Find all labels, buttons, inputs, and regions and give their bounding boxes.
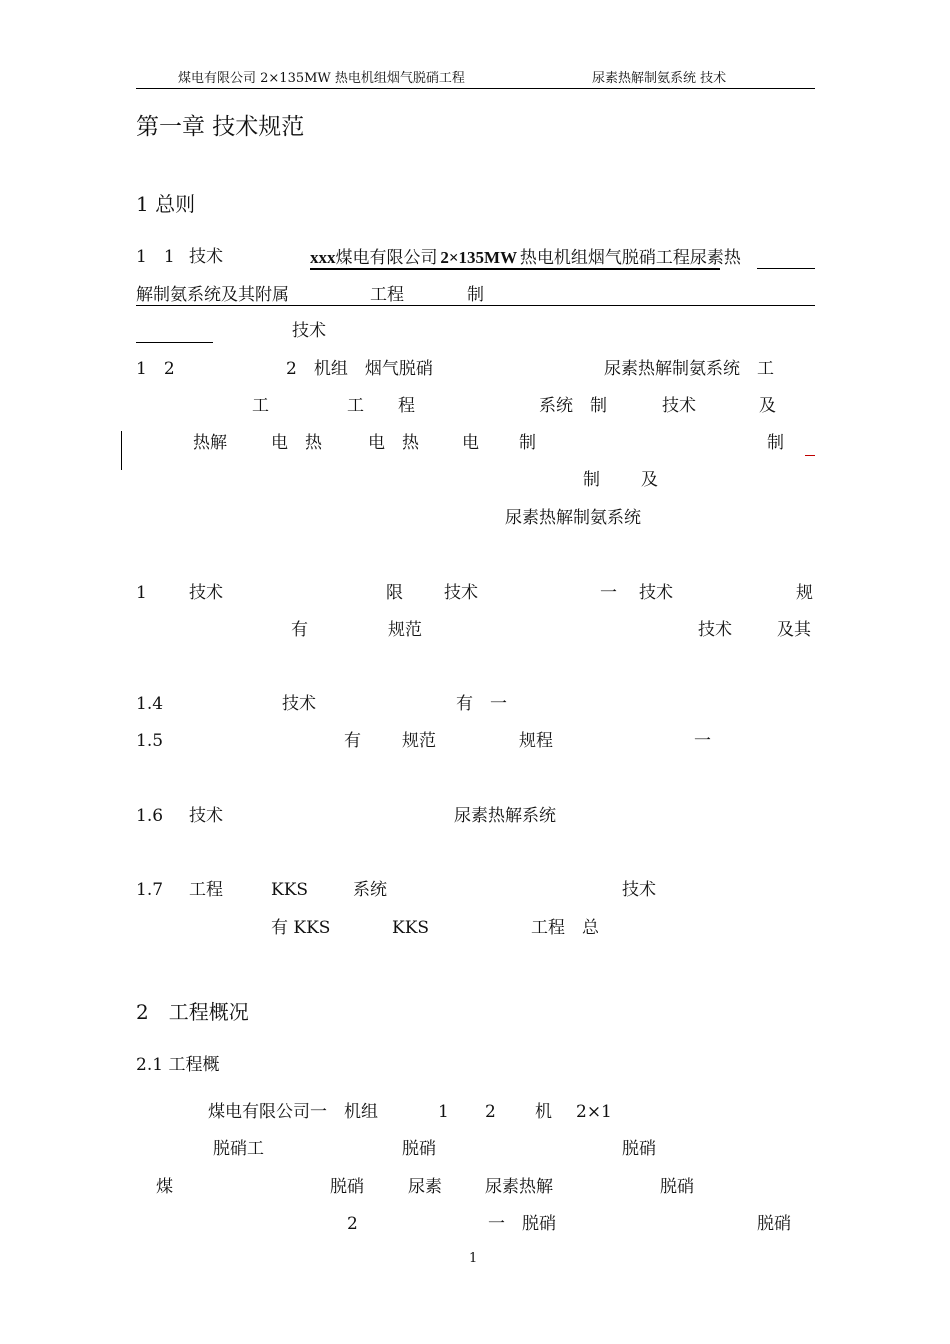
para-2-1-l3-c: 尿素 [408, 1177, 442, 1197]
para-1-3-l1-f: 技术 [639, 583, 673, 603]
para-1-1-word-3: 制 [467, 285, 484, 305]
para-2-1-l4-a: 2 [347, 1214, 358, 1234]
para-1-3-l2-d: 及其 [777, 620, 811, 640]
header-left: 煤电有限公司 2×135MW 热电机组烟气脱硝工程 [178, 71, 465, 86]
para-1-2-l2-a: 工 [252, 396, 269, 416]
chapter-title: 第一章 技术规范 [136, 114, 305, 140]
para-1-3-l2-c: 技术 [698, 620, 732, 640]
para-1-2-l3-b: 电 热 [271, 433, 322, 453]
para-1-2-l5: 尿素热解制氨系统 [505, 508, 641, 528]
para-1-2-l3-f: 制 [767, 433, 784, 453]
system-text-part1: 尿素热 [689, 248, 741, 268]
para-1-2-l3-d: 电 [462, 433, 479, 453]
para-1-1-word-4: 技术 [292, 321, 326, 341]
para-1-7-l1-c: KKS [271, 880, 309, 900]
para-1-3-l2-b: 规范 [388, 620, 422, 640]
para-2-1-l1-c: 2 [485, 1102, 496, 1122]
para-1-4-b: 技术 [282, 694, 316, 714]
para-1-6-number: 1.6 [136, 806, 164, 826]
para-1-7-l2-b: KKS [392, 918, 430, 938]
para-1-7-l2-c: 工程 总 [531, 918, 599, 938]
red-revision-mark [805, 455, 815, 456]
para-1-2-l3-c: 电 热 [368, 433, 419, 453]
company-text: 煤电有限公司 [335, 248, 438, 268]
para-1-5-d: 规程 [519, 731, 553, 751]
para-1-7-l1-e: 技术 [622, 880, 656, 900]
para-2-1-l4-b: 一 脱硝 [488, 1214, 556, 1234]
para-2-1-l2-a: 脱硝工 [213, 1139, 264, 1159]
para-2-1-l1-a: 煤电有限公司一 机组 [208, 1102, 378, 1122]
para-1-2-l1-c: 尿素热解制氨系统 工 [604, 359, 774, 379]
para-1-7-l1-b: 工程 [189, 880, 223, 900]
section-heading-2: 2 工程概况 [136, 1000, 249, 1024]
para-1-5-e: 一 [694, 731, 711, 751]
para-2-1-l3-e: 脱硝 [660, 1177, 694, 1197]
page-number: 1 [469, 1251, 478, 1266]
para-2-1-l3-a: 煤 [156, 1177, 173, 1197]
section-heading-1: 1 总则 [136, 192, 196, 216]
project-text: 热电机组烟气脱硝工程 [519, 248, 690, 268]
para-1-2-l2-e: 及 [759, 396, 776, 416]
para-1-3-l2-a: 有 [291, 620, 308, 640]
para-1-3-l1-g: 规 [796, 583, 813, 603]
para-1-1-project-line [310, 249, 741, 267]
para-2-1-l4-c: 脱硝 [757, 1214, 791, 1234]
para-1-3-l1-c: 限 [386, 583, 403, 603]
change-bar [121, 431, 122, 470]
underline-system [757, 268, 815, 269]
para-1-2-l2-b: 工 程 [347, 396, 415, 416]
capacity-text: 2×135MW [440, 248, 518, 267]
xxx-text: xxx [310, 248, 336, 267]
para-1-2-l4-b: 及 [641, 470, 658, 490]
para-2-1-l3-d: 尿素热解 [485, 1177, 553, 1197]
para-2-1-l3-b: 脱硝 [330, 1177, 364, 1197]
para-1-3-l1-a: 1 [136, 583, 147, 603]
para-1-1-word: 技术 [189, 247, 223, 267]
para-2-1-l1-e: 2×1 [576, 1102, 612, 1122]
para-1-5-c: 规范 [402, 731, 436, 751]
para-1-1-number: 1 1 [136, 247, 175, 267]
para-1-6-c: 尿素热解系统 [454, 806, 556, 826]
para-1-2-l3-e: 制 [519, 433, 536, 453]
system-text-part2: 解制氨系统及其附属 [136, 285, 289, 305]
para-2-1-l2-b: 脱硝 [402, 1139, 436, 1159]
para-1-2-l2-c: 系统 制 [539, 396, 607, 416]
para-1-7-l2-a: 有 KKS [271, 918, 331, 938]
para-1-4-number: 1.4 [136, 694, 164, 714]
header-rule [136, 88, 815, 89]
para-1-2-l1-a: 1 2 [136, 359, 175, 379]
header-right: 尿素热解制氨系统 技术 [592, 71, 727, 86]
section-heading-2-1: 2.1 工程概 [136, 1055, 220, 1075]
underline-line-3 [136, 342, 213, 343]
para-1-2-l1-b: 2 机组 烟气脱硝 [286, 359, 433, 379]
para-2-1-l2-c: 脱硝 [622, 1139, 656, 1159]
para-1-7-l1-d: 系统 [353, 880, 387, 900]
para-2-1-l1-b: 1 [438, 1102, 449, 1122]
para-1-1-word-2: 工程 [370, 285, 404, 305]
para-1-3-l1-e: 一 [600, 583, 617, 603]
para-1-7-number: 1.7 [136, 880, 164, 900]
para-1-3-l1-b: 技术 [189, 583, 223, 603]
underline-line-2 [136, 305, 815, 306]
para-1-3-l1-d: 技术 [444, 583, 478, 603]
para-1-6-b: 技术 [189, 806, 223, 826]
para-1-2-l3-a: 热解 [193, 433, 227, 453]
para-2-1-l1-d: 机 [535, 1102, 552, 1122]
underline-project-thick [310, 268, 720, 270]
para-1-5-number: 1.5 [136, 731, 164, 751]
para-1-4-c: 有 一 [456, 694, 507, 714]
para-1-2-l4-a: 制 [583, 470, 600, 490]
para-1-5-b: 有 [344, 731, 361, 751]
para-1-2-l2-d: 技术 [662, 396, 696, 416]
